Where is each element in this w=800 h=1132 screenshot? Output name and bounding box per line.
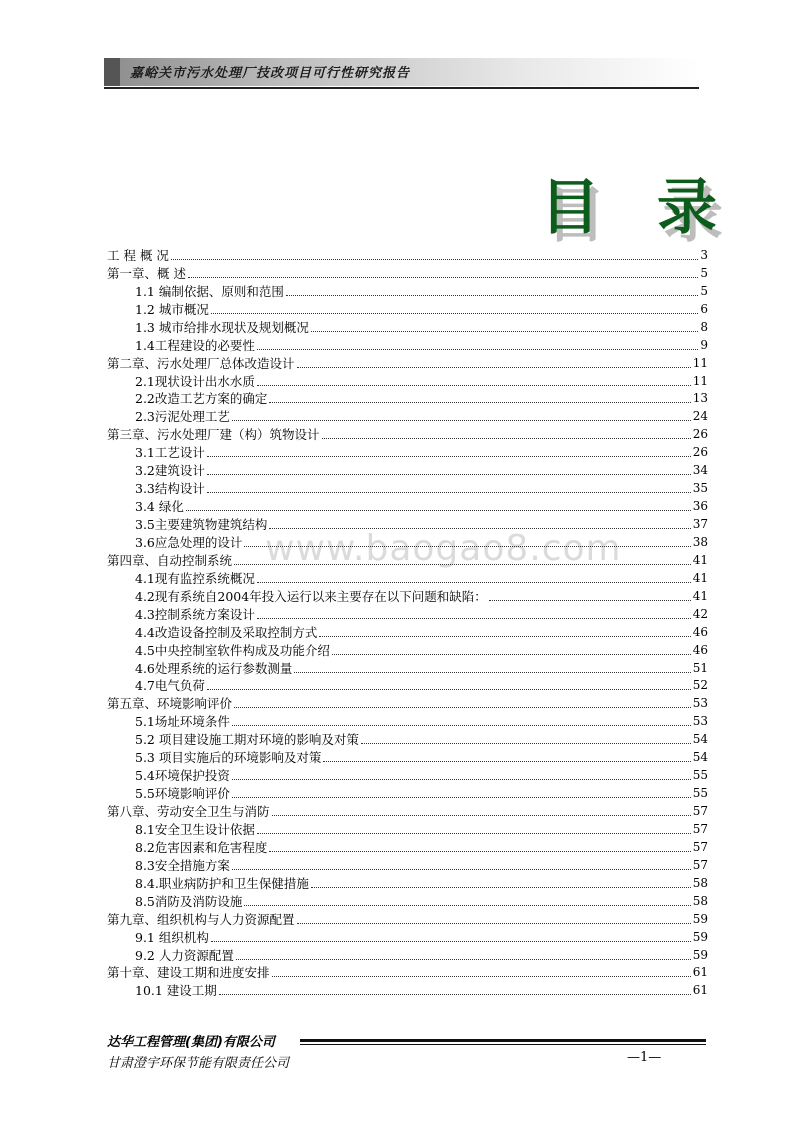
toc-entry-label: 4.2现有系统自2004年投入运行以来主要存在以下问题和缺陷： xyxy=(135,588,487,604)
toc-entry[interactable] xyxy=(107,659,708,677)
toc-entry[interactable] xyxy=(107,928,708,946)
toc-entry-label: 2.1现状设计出水水质 xyxy=(135,373,255,389)
toc-entry-label: 8.2危害因素和危害程度 xyxy=(135,839,268,855)
toc-entry[interactable] xyxy=(107,246,708,264)
toc-entry-page: 36 xyxy=(692,499,708,514)
toc-entry-page: 46 xyxy=(692,642,708,657)
toc-entry[interactable] xyxy=(107,910,708,928)
toc-entry-page: 51 xyxy=(692,660,708,675)
toc-entry-leader xyxy=(257,385,691,386)
toc-entry-label: 8.1安全卫生设计依据 xyxy=(135,821,255,837)
toc-entry-leader xyxy=(319,636,690,637)
toc-entry-page: 53 xyxy=(692,696,708,711)
toc-entry-leader xyxy=(232,420,691,421)
toc-entry-leader xyxy=(188,277,698,278)
toc-entry-label: 4.5中央控制室软件构成及功能介绍 xyxy=(135,642,330,658)
toc-entry[interactable] xyxy=(107,730,708,748)
toc-entry-leader xyxy=(171,259,698,260)
toc-entry-page: 38 xyxy=(692,534,708,549)
toc-entry-label: 4.3控制系统方案设计 xyxy=(135,606,255,622)
toc-entry-page: 42 xyxy=(692,606,708,621)
toc-entry-page: 46 xyxy=(692,624,708,639)
toc-entry[interactable] xyxy=(107,802,708,820)
toc-entry[interactable] xyxy=(107,677,708,695)
toc-entry-label: 5.3 项目实施后的环境影响及对策 xyxy=(135,750,322,766)
toc-entry[interactable] xyxy=(107,748,708,766)
toc-entry-page: 37 xyxy=(692,517,708,531)
toc-entry[interactable] xyxy=(107,318,708,336)
toc-entry[interactable] xyxy=(107,892,708,910)
toc-entry-leader xyxy=(311,331,699,332)
toc-entry-label: 2.2改造工艺方案的确定 xyxy=(135,391,268,407)
toc-entry-label: 5.1场址环境条件 xyxy=(135,714,230,730)
toc-entry-page: 11 xyxy=(692,373,708,388)
toc-entry-leader xyxy=(286,295,699,296)
toc-entry-label: 第九章、组织机构与人力资源配置 xyxy=(107,911,295,927)
toc-entry-label: 3.5主要建筑物建筑结构 xyxy=(135,517,268,532)
toc-entry[interactable] xyxy=(107,712,708,730)
toc-entry[interactable] xyxy=(107,856,708,874)
toc-entry[interactable] xyxy=(107,407,708,425)
toc-entry-page: 57 xyxy=(692,821,708,836)
toc-entry-page: 5 xyxy=(700,265,708,280)
toc-entry-page: 55 xyxy=(692,786,708,801)
toc-entry-page: 61 xyxy=(692,983,708,998)
toc-entry-page: 59 xyxy=(692,929,708,944)
toc-entry-page: 34 xyxy=(692,463,708,478)
toc-entry-label: 8.5消防及消防设施 xyxy=(135,893,243,909)
toc-entry-label: 9.1 组织机构 xyxy=(135,929,209,945)
toc-entry-label: 8.3安全措施方案 xyxy=(135,857,230,873)
toc-entry-leader xyxy=(234,564,691,565)
toc-entry[interactable] xyxy=(107,874,708,892)
toc-entry-page: 57 xyxy=(692,857,708,872)
toc-entry-leader xyxy=(361,743,691,744)
footer-rule-thin xyxy=(300,1044,706,1045)
toc-entry[interactable] xyxy=(107,533,708,551)
toc-entry-leader xyxy=(489,600,691,601)
toc-entry-leader xyxy=(211,313,699,314)
toc-entry-label: 1.2 城市概况 xyxy=(135,301,209,317)
toc-entry-page: 59 xyxy=(692,911,708,926)
toc-entry-page: 54 xyxy=(692,732,708,747)
toc-entry-label: 3.2建筑设计 xyxy=(135,463,205,479)
toc-entry[interactable] xyxy=(107,479,708,497)
toc-entry-leader xyxy=(244,546,690,547)
footer-company-secondary: 甘肃澄宇环保节能有限责任公司 xyxy=(107,1056,290,1071)
toc-entry-leader xyxy=(323,761,690,762)
toc-entry-leader xyxy=(269,851,690,852)
toc-entry[interactable] xyxy=(107,515,708,533)
toc-entry-leader xyxy=(211,941,691,942)
toc-entry-page: 26 xyxy=(692,445,708,460)
toc-entry[interactable] xyxy=(107,623,708,641)
toc-entry-leader xyxy=(232,779,691,780)
toc-entry-label: 3.3结构设计 xyxy=(135,481,205,497)
toc-entry-leader xyxy=(232,725,691,726)
toc-entry-leader xyxy=(207,492,691,493)
toc-entry[interactable] xyxy=(107,820,708,838)
toc-entry-label: 10.1 建设工期 xyxy=(135,983,217,999)
toc-entry-leader xyxy=(269,402,690,403)
toc-entry-label: 工 程 概 况 xyxy=(107,247,169,263)
toc-entry-page: 41 xyxy=(692,588,708,603)
toc-entry-leader xyxy=(207,689,691,690)
toc-entry-page: 52 xyxy=(692,678,708,693)
toc-entry-page: 9 xyxy=(700,337,708,352)
toc-entry[interactable] xyxy=(107,461,708,479)
toc-entry-page: 8 xyxy=(700,319,708,334)
header-divider xyxy=(104,87,699,89)
toc-entry-leader xyxy=(219,994,691,995)
table-of-contents xyxy=(107,246,708,999)
toc-entry-label: 3.6应急处理的设计 xyxy=(135,534,243,550)
toc-entry-label: 8.4.职业病防护和卫生保健措施 xyxy=(135,875,309,891)
footer-company-primary: 达华工程管理(集团)有限公司 xyxy=(107,1035,275,1050)
toc-entry[interactable] xyxy=(107,264,708,282)
header-title: 嘉峪关市污水处理厂技改项目可行性研究报告 xyxy=(130,66,411,81)
toc-entry-label: 第二章、污水处理厂总体改造设计 xyxy=(107,355,295,371)
toc-entry-leader xyxy=(186,510,691,511)
toc-entry-leader xyxy=(297,923,691,924)
toc-entry-page: 41 xyxy=(692,570,708,585)
header-accent xyxy=(104,58,120,86)
toc-entry-page: 41 xyxy=(692,552,708,567)
toc-entry-leader xyxy=(257,582,691,583)
toc-entry[interactable] xyxy=(107,981,708,999)
toc-entry[interactable] xyxy=(107,282,708,300)
toc-entry[interactable] xyxy=(107,766,708,784)
toc-entry-label: 第八章、劳动安全卫生与消防 xyxy=(107,804,270,819)
toc-entry[interactable] xyxy=(107,497,708,515)
toc-entry-leader xyxy=(311,887,691,888)
page-number: —1— xyxy=(627,1050,662,1065)
toc-entry-page: 58 xyxy=(692,893,708,908)
toc-entry-label: 1.4工程建设的必要性 xyxy=(135,337,255,353)
toc-entry-leader xyxy=(232,797,691,798)
toc-entry-page: 54 xyxy=(692,750,708,765)
footer-rule-thick xyxy=(300,1039,706,1042)
toc-entry-leader xyxy=(257,618,691,619)
toc-entry-page: 57 xyxy=(692,804,708,818)
toc-entry[interactable] xyxy=(107,336,708,354)
toc-entry-label: 5.5环境影响评价 xyxy=(135,786,230,802)
toc-entry-label: 5.2 项目建设施工期对环境的影响及对策 xyxy=(135,732,359,748)
toc-title: 目 录 xyxy=(540,173,735,243)
toc-entry-leader xyxy=(207,456,691,457)
toc-entry[interactable] xyxy=(107,784,708,802)
toc-entry-leader xyxy=(294,672,690,673)
toc-entry-page: 61 xyxy=(692,965,708,980)
toc-entry-label: 5.4环境保护投资 xyxy=(135,768,230,784)
toc-entry[interactable] xyxy=(107,372,708,390)
toc-entry-page: 55 xyxy=(692,768,708,783)
toc-entry-leader xyxy=(244,905,690,906)
toc-entry-leader xyxy=(257,833,691,834)
toc-entry[interactable] xyxy=(107,551,708,569)
toc-entry-page: 59 xyxy=(692,947,708,962)
toc-entry-label: 9.2 人力资源配置 xyxy=(135,947,234,963)
toc-entry-label: 1.3 城市给排水现状及规划概况 xyxy=(135,319,309,335)
toc-entry[interactable] xyxy=(107,425,708,443)
toc-entry[interactable] xyxy=(107,641,708,659)
toc-entry-leader xyxy=(272,815,691,816)
toc-entry-label: 4.4改造设备控制及采取控制方式 xyxy=(135,624,318,640)
toc-entry[interactable] xyxy=(107,605,708,623)
toc-entry-leader xyxy=(207,474,691,475)
toc-entry-leader xyxy=(269,528,690,529)
toc-entry-label: 4.6处理系统的运行参数测量 xyxy=(135,660,293,676)
toc-entry-label: 第一章、概 述 xyxy=(107,265,186,281)
toc-entry-page: 57 xyxy=(692,839,708,854)
toc-entry[interactable] xyxy=(107,569,708,587)
watermark: www.baogao8.com xyxy=(265,528,622,569)
toc-entry-leader xyxy=(232,869,691,870)
toc-entry-label: 2.3污泥处理工艺 xyxy=(135,409,230,425)
toc-entry-page: 58 xyxy=(692,875,708,890)
toc-entry-leader xyxy=(234,707,691,708)
toc-entry-label: 第五章、环境影响评价 xyxy=(107,696,233,712)
toc-entry[interactable] xyxy=(107,443,708,461)
toc-entry-leader xyxy=(332,654,691,655)
toc-entry-label: 4.7电气负荷 xyxy=(135,678,205,694)
toc-entry-page: 26 xyxy=(692,427,708,442)
toc-entry-label: 3.4 绿化 xyxy=(135,499,184,515)
toc-entry-label: 第十章、建设工期和进度安排 xyxy=(107,965,270,981)
toc-entry-page: 5 xyxy=(700,283,708,298)
toc-entry-page: 11 xyxy=(692,355,708,370)
toc-entry-page: 3 xyxy=(700,247,708,262)
toc-entry-label: 第四章、自动控制系统 xyxy=(107,552,233,568)
toc-entry[interactable] xyxy=(107,300,708,318)
toc-entry-label: 第三章、污水处理厂建（构）筑物设计 xyxy=(107,427,320,443)
toc-entry[interactable] xyxy=(107,694,708,712)
toc-entry[interactable] xyxy=(107,587,708,605)
toc-entry[interactable] xyxy=(107,390,708,408)
toc-entry-page: 35 xyxy=(692,481,708,496)
toc-entry-page: 6 xyxy=(700,301,708,316)
toc-entry-page: 24 xyxy=(692,409,708,424)
toc-entry[interactable] xyxy=(107,354,708,372)
toc-entry-leader xyxy=(257,349,698,350)
toc-entry-leader xyxy=(322,438,691,439)
toc-entry-label: 4.1现有监控系统概况 xyxy=(135,570,255,586)
toc-entry-label: 3.1工艺设计 xyxy=(135,445,205,461)
toc-entry-page: 53 xyxy=(692,714,708,729)
toc-entry-leader xyxy=(236,959,691,960)
toc-entry-leader xyxy=(272,976,691,977)
toc-entry[interactable] xyxy=(107,838,708,856)
toc-entry-label: 1.1 编制依据、原则和范围 xyxy=(135,283,284,299)
toc-entry[interactable] xyxy=(107,946,708,964)
toc-entry[interactable] xyxy=(107,964,708,982)
toc-entry-page: 13 xyxy=(692,391,708,406)
toc-entry-leader xyxy=(297,367,691,368)
